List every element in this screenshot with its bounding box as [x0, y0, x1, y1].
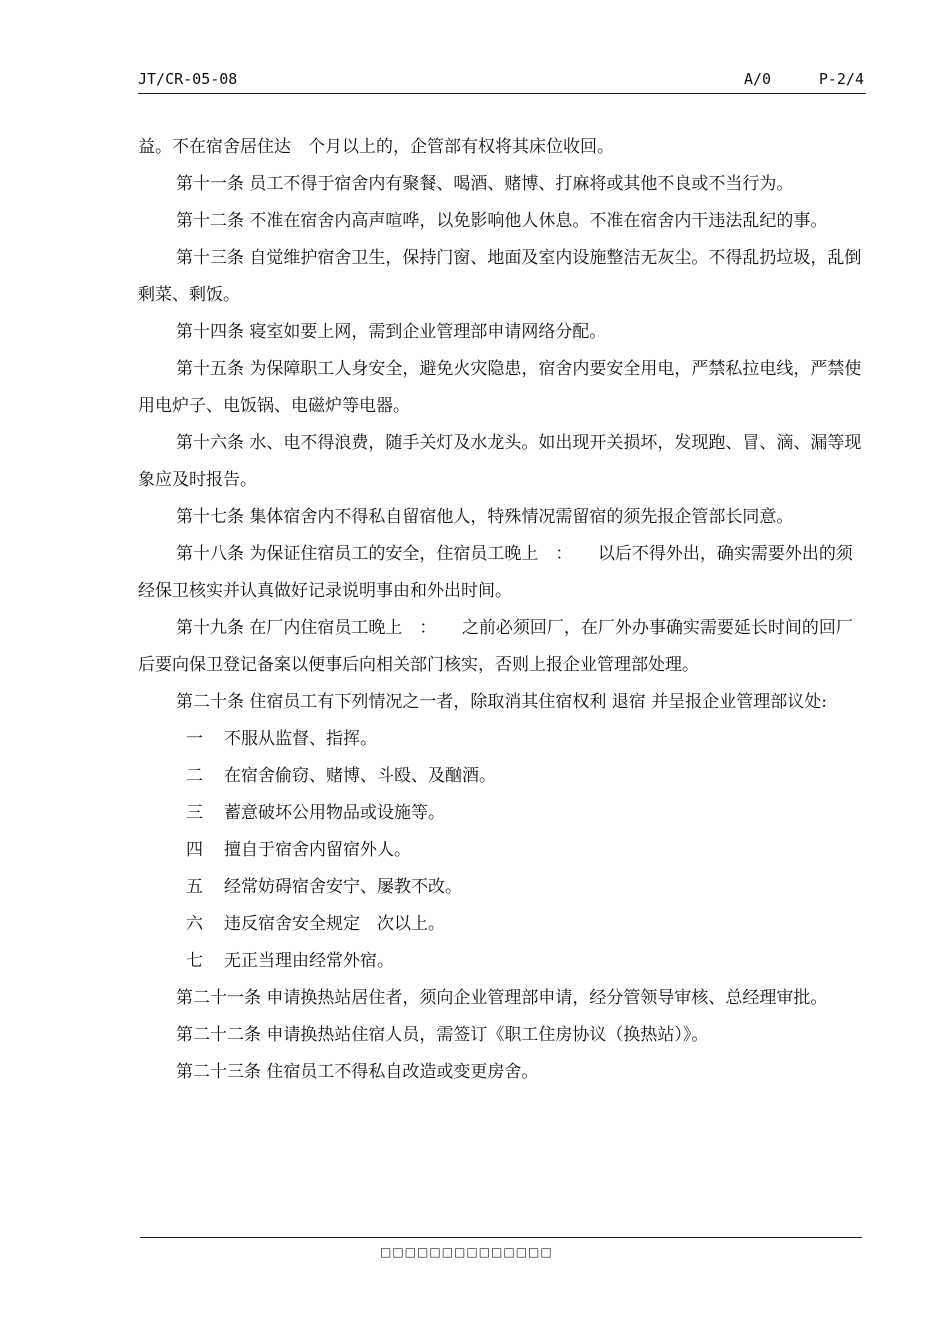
- list-item-text: 不服从监督、指挥。: [224, 729, 377, 749]
- list-item-text: 经常妨碍宿舍安宁、屡教不改。: [224, 877, 462, 897]
- list-item-number: 四: [186, 840, 203, 860]
- list-item-number: 二: [186, 766, 203, 786]
- article-21: 第二十一条 申请换热站居住者，须向企业管理部申请，经分管领导审核、总经理审批。: [176, 988, 828, 1008]
- list-item-text: 无正当理由经常外宿。: [224, 951, 394, 971]
- article-12: 第十二条 不准在宿舍内高声喧哗，以免影响他人休息。不准在宿舍内干违法乱纪的事。: [176, 211, 828, 231]
- list-item: [138, 721, 866, 758]
- article-13: 第十三条 自觉维护宿舍卫生，保持门窗、地面及室内设施整洁无灰尘。不得乱扔垃圾，乱倒剩菜、剩饭。: [138, 248, 862, 305]
- list-item: [138, 758, 866, 795]
- article-15: 第十五条 为保障职工人身安全，避免火灾隐患，宿舍内要安全用电，严禁私拉电线，严禁使用电炉子、电饭锅、电磁炉等电器。: [138, 359, 862, 416]
- list-item: [138, 943, 866, 980]
- article-16: 第十六条 水、电不得浪费，随手关灯及水龙头。如出现开关损坏，发现跑、冒、滴、漏等现象应及时报告。: [138, 433, 862, 490]
- list-item: [138, 832, 866, 869]
- article-14: 第十四条 寝室如要上网，需到企业管理部申请网络分配。: [176, 322, 607, 342]
- list-item: [138, 906, 866, 943]
- paragraph-continuation: 益。不在宿舍居住达 个月以上的，企管部有权将其床位收回。: [138, 137, 614, 157]
- article-11: 第十一条 员工不得于宿舍内有聚餐、喝酒、赌博、打麻将或其他不良或不当行为。: [176, 174, 794, 194]
- list-item: [138, 795, 866, 832]
- list-item-number: 一: [186, 729, 203, 749]
- article-23: 第二十三条 住宿员工不得私自改造或变更房舍。: [176, 1062, 539, 1082]
- article-22: 第二十二条 申请换热站住宿人员，需签订《职工住房协议（换热站）》。: [176, 1025, 709, 1045]
- list-item-number: 三: [186, 803, 203, 823]
- footer-rule: [140, 1237, 862, 1238]
- page-number: P-2/4: [818, 70, 864, 88]
- list-item-text: 蓄意破坏公用物品或设施等。: [224, 803, 445, 823]
- article-17: 第十七条 集体宿舍内不得私自留宿他人，特殊情况需留宿的须先报企管部长同意。: [176, 507, 794, 527]
- revision-label: A/0: [744, 70, 772, 88]
- list-item-number: 七: [186, 951, 203, 971]
- list-item-number: 六: [186, 914, 203, 934]
- list-item-number: 五: [186, 877, 203, 897]
- list-item-text: 擅自于宿舍内留宿外人。: [224, 840, 411, 860]
- list-item-text: 违反宿舍安全规定 次以上。: [224, 914, 445, 934]
- page-header: [138, 68, 864, 90]
- header-rule: [138, 93, 866, 94]
- list-item: [138, 869, 866, 906]
- document-code: JT/CR-05-08: [138, 70, 238, 88]
- list-item-text: 在宿舍偷窃、赌博、斗殴、及酗酒。: [224, 766, 496, 786]
- footer-text: □□□□□□□□□□□□□□: [380, 1245, 553, 1259]
- article-19: 第十九条 在厂内住宿员工晚上 ： 之前必须回厂，在厂外办事确实需要延长时间的回厂后要向保卫登记备案以便事后向相关部门核实，否则上报企业管理部处理。: [138, 618, 853, 675]
- document-body: [138, 129, 866, 1091]
- article-20: 第二十条 住宿员工有下列情况之一者，除取消其住宿权利 退宿 并呈报企业管理部议处:: [176, 692, 827, 712]
- article-18: 第十八条 为保证住宿员工的安全，住宿员工晚上 ： 以后不得外出，确实需要外出的须经保卫核实并认真做好记录说明事由和外出时间。: [138, 544, 853, 601]
